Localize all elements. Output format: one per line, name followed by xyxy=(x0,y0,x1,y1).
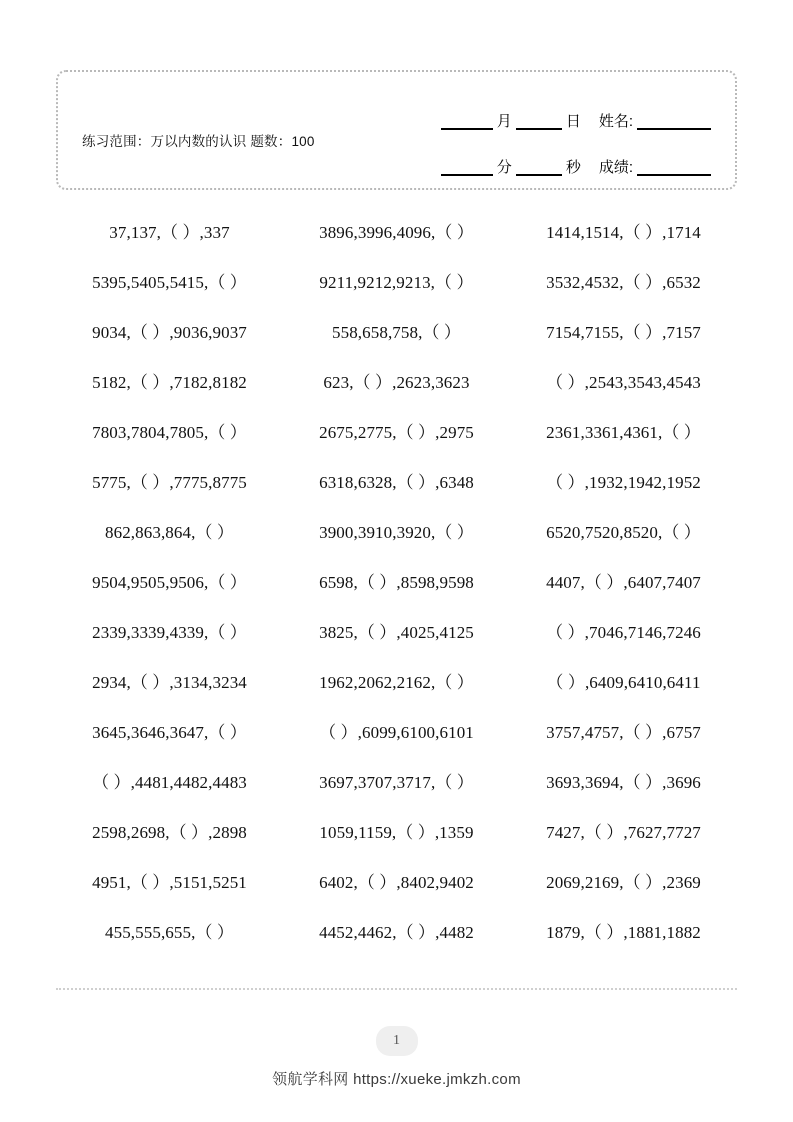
problem-item[interactable]: 6598,（ ）,8598,9598 xyxy=(319,573,474,592)
problem-item[interactable]: 6402,（ ）,8402,9402 xyxy=(319,873,474,892)
problem-item[interactable]: （ ）,6099,6100,6101 xyxy=(319,723,474,742)
problem-item[interactable]: 1962,2062,2162,（ ） xyxy=(319,673,474,692)
header-info-box xyxy=(56,70,737,190)
name-blank[interactable] xyxy=(637,128,711,130)
footer-divider xyxy=(56,988,737,990)
site-watermark: 领航学科网 https://xueke.jmkzh.com xyxy=(272,1071,521,1088)
problem-item[interactable]: 7427,（ ）,7627,7727 xyxy=(546,823,701,842)
problem-item[interactable]: 2934,（ ）,3134,3234 xyxy=(92,673,247,692)
problem-item[interactable]: 9211,9212,9213,（ ） xyxy=(319,273,474,292)
problems-grid xyxy=(56,208,737,958)
score-label: 成绩: xyxy=(598,159,633,176)
problem-item[interactable]: 3532,4532,（ ）,6532 xyxy=(546,273,701,292)
problem-item[interactable]: 2675,2775,（ ）,2975 xyxy=(319,423,474,442)
problem-item[interactable]: 5775,（ ）,7775,8775 xyxy=(92,473,247,492)
problem-item[interactable]: （ ）,6409,6410,6411 xyxy=(546,673,701,692)
problem-item[interactable]: 6318,6328,（ ）,6348 xyxy=(319,473,474,492)
day-blank[interactable] xyxy=(516,128,562,130)
problem-item[interactable]: 6520,7520,8520,（ ） xyxy=(546,523,701,542)
problem-item[interactable]: 623,（ ）,2623,3623 xyxy=(323,373,470,392)
problem-item[interactable]: 3693,3694,（ ）,3696 xyxy=(546,773,701,792)
problem-item[interactable]: 2361,3361,4361,（ ） xyxy=(546,423,701,442)
problem-item[interactable]: 7803,7804,7805,（ ） xyxy=(92,423,247,442)
problem-item[interactable]: 3896,3996,4096,（ ） xyxy=(319,223,474,242)
problem-item[interactable]: 4951,（ ）,5151,5251 xyxy=(92,873,247,892)
problem-item[interactable]: 1879,（ ）,1881,1882 xyxy=(546,923,701,942)
student-info-form xyxy=(381,94,711,176)
problem-item[interactable]: 7154,7155,（ ）,7157 xyxy=(546,323,701,342)
problem-item[interactable]: 4452,4462,（ ）,4482 xyxy=(319,923,474,942)
problem-item[interactable]: 37,137,（ ）,337 xyxy=(109,223,230,242)
problem-item[interactable]: 558,658,758,（ ） xyxy=(332,323,461,342)
problem-item[interactable]: 2069,2169,（ ）,2369 xyxy=(546,873,701,892)
minute-blank[interactable] xyxy=(441,174,493,176)
problem-item[interactable]: 5395,5405,5415,（ ） xyxy=(92,273,247,292)
problem-item[interactable]: 9034,（ ）,9036,9037 xyxy=(92,323,247,342)
problem-item[interactable]: 5182,（ ）,7182,8182 xyxy=(92,373,247,392)
problem-item[interactable]: 3825,（ ）,4025,4125 xyxy=(319,623,474,642)
problem-item[interactable]: （ ）,4481,4482,4483 xyxy=(92,773,247,792)
problem-item[interactable]: 862,863,864,（ ） xyxy=(105,523,234,542)
page-number-badge: 1 xyxy=(376,1026,418,1056)
problem-item[interactable]: 9504,9505,9506,（ ） xyxy=(92,573,247,592)
time-row xyxy=(381,140,711,176)
second-blank[interactable] xyxy=(516,174,562,176)
day-label: 日 xyxy=(565,113,581,130)
minute-label: 分 xyxy=(496,159,512,176)
problem-item[interactable]: 455,555,655,（ ） xyxy=(105,923,234,942)
problem-item[interactable]: 3757,4757,（ ）,6757 xyxy=(546,723,701,742)
problem-item[interactable]: 3645,3646,3647,（ ） xyxy=(92,723,247,742)
problem-item[interactable]: 1059,1159,（ ）,1359 xyxy=(319,823,474,842)
problem-item[interactable]: 1414,1514,（ ）,1714 xyxy=(546,223,701,242)
problem-item[interactable]: （ ）,7046,7146,7246 xyxy=(546,623,701,642)
month-blank[interactable] xyxy=(441,128,493,130)
problem-item[interactable]: 3697,3707,3717,（ ） xyxy=(319,773,474,792)
problem-item[interactable]: （ ）,1932,1942,1952 xyxy=(546,473,701,492)
name-label: 姓名: xyxy=(598,113,633,130)
month-label: 月 xyxy=(496,113,512,130)
date-row xyxy=(381,94,711,130)
problem-item[interactable]: 2598,2698,（ ）,2898 xyxy=(92,823,247,842)
score-blank[interactable] xyxy=(637,174,711,176)
problem-item[interactable]: （ ）,2543,3543,4543 xyxy=(546,373,701,392)
second-label: 秒 xyxy=(565,159,581,176)
practice-scope-text: 练习范围：万以内数的认识 题数：100 xyxy=(82,134,315,149)
problem-item[interactable]: 2339,3339,4339,（ ） xyxy=(92,623,247,642)
problem-item[interactable]: 3900,3910,3920,（ ） xyxy=(319,523,474,542)
problem-item[interactable]: 4407,（ ）,6407,7407 xyxy=(546,573,701,592)
